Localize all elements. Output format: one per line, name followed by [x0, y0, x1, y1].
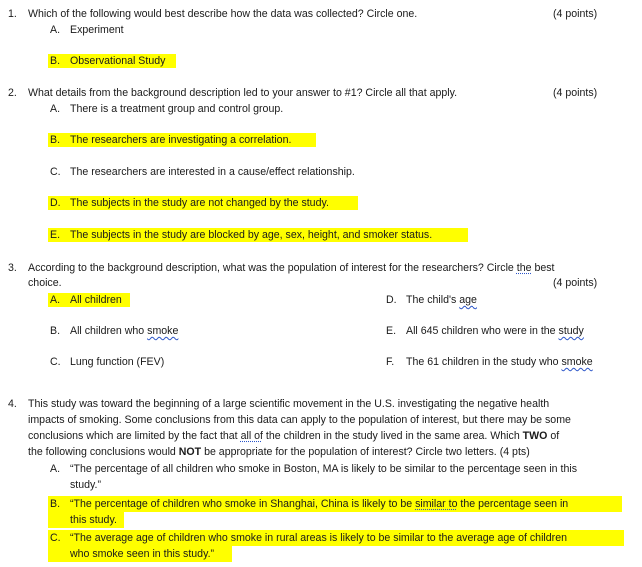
q4-line2: impacts of smoking. Some conclusions from this data can apply to the population of interest, but there may be some	[28, 414, 571, 426]
option-text-line1: “The percentage of all children who smoke in Boston, MA is likely to be similar to the percentage seen in this	[70, 463, 577, 475]
option-text: Lung function (FEV)	[70, 356, 165, 368]
option-letter: E.	[386, 325, 397, 337]
q4-text-part: conclusions which are limited by the fact that	[28, 430, 241, 442]
option-text: The subjects in the study are blocked by age, sex, height, and smoker status.	[70, 229, 433, 241]
q3-text	[28, 261, 554, 275]
q4-text-part: be appropriate for the population of interest? Circle two letters. (4 pts)	[201, 446, 530, 458]
option-text: The researchers are interested in a cause/effect relationship.	[70, 166, 355, 178]
q4-line1: This study was toward the beginning of a large scientific movement in the U.S. investigating the negative health	[28, 398, 550, 410]
q4-text-part: of	[547, 430, 560, 442]
q4-number: 4.	[8, 398, 17, 410]
option-letter: A.	[50, 463, 61, 475]
option-text-line2: who smoke seen in this study.”	[70, 548, 215, 560]
option-text: The subjects in the study are not changed by the study.	[70, 197, 329, 209]
option-text-line2: this study.	[70, 514, 117, 526]
q2-option-d[interactable]	[48, 196, 358, 210]
option-text-part: age	[459, 294, 477, 306]
option-letter: A.	[50, 294, 61, 306]
option-letter: C.	[50, 356, 61, 368]
option-text	[406, 355, 593, 369]
option-letter: C.	[50, 166, 61, 178]
q3-text-part: According to the background description, what was the population of interest for the researchers? Circle	[28, 262, 517, 274]
option-letter: D.	[386, 294, 397, 306]
q3-text-part: best	[531, 262, 555, 274]
option-text	[406, 293, 477, 307]
option-letter: C.	[50, 532, 61, 544]
q4-line3	[28, 429, 559, 443]
option-text	[406, 324, 584, 338]
q1-number: 1.	[8, 8, 17, 20]
q2-option-e[interactable]	[48, 228, 468, 242]
option-letter: B.	[50, 134, 61, 146]
q3-text-part: the	[516, 262, 532, 274]
option-text-part: the percentage seen in	[457, 498, 569, 510]
q4-text-bold: NOT	[178, 446, 202, 458]
q4-text-bold: TWO	[522, 430, 548, 442]
q4-text-part: the children in the study lived in the same area. Which	[262, 430, 523, 442]
option-text-part: The child's	[406, 294, 460, 306]
option-text-line1: “The average age of children who smoke in rural areas is likely to be similar to the average age of children	[70, 532, 567, 544]
q3-number: 3.	[8, 262, 17, 274]
option-letter: B.	[50, 325, 61, 337]
option-text-part: smoke	[147, 325, 179, 337]
option-text-line2: study.”	[70, 479, 102, 491]
q4-line4	[28, 445, 530, 459]
q1-text: Which of the following would best describe how the data was collected? Circle one.	[28, 8, 418, 20]
option-text	[70, 324, 178, 338]
option-text: There is a treatment group and control group.	[70, 103, 284, 115]
option-text-part: The 61 children in the study who	[406, 356, 562, 368]
option-letter: A.	[50, 103, 61, 115]
q2-text: What details from the background description led to your answer to #1? Circle all that apply.	[28, 87, 458, 99]
option-letter: B.	[50, 498, 61, 510]
option-text: Observational Study	[70, 55, 166, 67]
option-letter: F.	[386, 356, 395, 368]
option-text-line1	[70, 497, 568, 511]
option-text-part: All 645 children who were in the	[406, 325, 559, 337]
q1-option-b[interactable]	[48, 54, 176, 68]
option-text-part: smoke	[561, 356, 593, 368]
q3-option-a[interactable]	[48, 293, 130, 307]
option-text: The researchers are investigating a correlation.	[70, 134, 292, 146]
option-letter: E.	[50, 229, 61, 241]
option-text-part: All children who	[70, 325, 148, 337]
option-text-part: similar to	[415, 498, 458, 510]
q3-points: (4 points)	[553, 277, 598, 289]
option-letter: D.	[50, 197, 61, 209]
option-letter: B.	[50, 55, 61, 67]
q3-text-line2: choice.	[28, 277, 62, 289]
option-letter: A.	[50, 24, 61, 36]
q2-option-b[interactable]	[48, 133, 316, 147]
option-text: Experiment	[70, 24, 124, 36]
q2-number: 2.	[8, 87, 17, 99]
q2-points: (4 points)	[553, 87, 598, 99]
option-text-part: study	[558, 325, 584, 337]
q4-text-part: the following conclusions would	[28, 446, 179, 458]
q1-points: (4 points)	[553, 8, 598, 20]
q4-text-part: all of	[240, 430, 263, 442]
option-text: All children	[70, 294, 122, 306]
option-text-part: “The percentage of children who smoke in Shanghai, China is likely to be	[70, 498, 416, 510]
